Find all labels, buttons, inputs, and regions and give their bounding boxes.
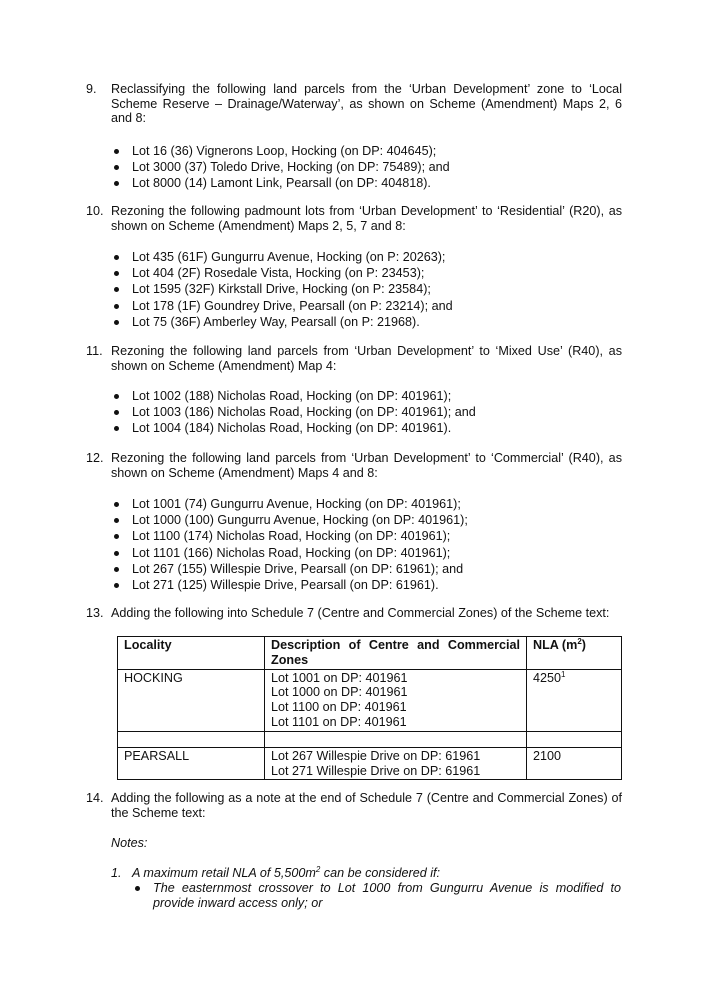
list-item: Lot 1595 (32F) Kirkstall Drive, Hocking (on P: 23584); bbox=[111, 282, 621, 298]
item-number: 14. bbox=[86, 791, 104, 805]
nla-value: 2100 bbox=[533, 748, 562, 763]
lot-line: Lot 1000 on DP: 401961 bbox=[271, 685, 408, 700]
header-nla-superscript: 2 bbox=[577, 636, 582, 646]
note-superscript: 2 bbox=[315, 864, 321, 874]
list-item: Lot 1000 (100) Gungurru Avenue, Hocking (on DP: 401961); bbox=[111, 513, 621, 529]
item-text: Adding the following into Schedule 7 (Centre and Commercial Zones) of the Scheme text: bbox=[111, 606, 610, 620]
item-number: 10. bbox=[86, 204, 104, 218]
list-item: Lot 1001 (74) Gungurru Avenue, Hocking (on DP: 401961); bbox=[111, 497, 621, 513]
item-11-bullet-list bbox=[111, 389, 621, 438]
header-nla-suffix: ) bbox=[581, 638, 586, 652]
list-item: Lot 267 (155) Willespie Drive, Pearsall (on DP: 61961); and bbox=[111, 562, 621, 578]
list-item: Lot 1003 (186) Nicholas Road, Hocking (on DP: 401961); and bbox=[111, 405, 621, 421]
note-text-suffix: can be considered if: bbox=[320, 866, 441, 880]
list-item: Lot 271 (125) Willespie Drive, Pearsall (on DP: 61961). bbox=[111, 578, 621, 594]
item-text: Rezoning the following land parcels from ‘Urban Development’ to ‘Commercial’ (R40), as shown on Scheme (Amendment) Maps 4 and 8: bbox=[111, 451, 622, 480]
item-number: 9. bbox=[86, 82, 97, 96]
note-1 bbox=[111, 866, 621, 881]
cell-description bbox=[265, 669, 527, 731]
header-description: Description of Centre and Commercial Zones bbox=[265, 637, 527, 670]
cell-locality: HOCKING bbox=[118, 669, 265, 731]
cell-nla bbox=[527, 747, 622, 780]
cell-locality: PEARSALL bbox=[118, 747, 265, 780]
cell-nla bbox=[527, 669, 622, 731]
list-item: Lot 1004 (184) Nicholas Road, Hocking (on DP: 401961). bbox=[111, 421, 621, 437]
item-12-bullet-list bbox=[111, 497, 621, 594]
item-number: 12. bbox=[86, 451, 104, 465]
note-number: 1. bbox=[111, 866, 122, 880]
header-locality: Locality bbox=[118, 637, 265, 670]
lot-line: Lot 1100 on DP: 401961 bbox=[271, 700, 407, 715]
note-1-bullet-list bbox=[111, 881, 621, 910]
lot-line: Lot 267 Willespie Drive on DP: 61961 bbox=[271, 748, 481, 763]
note-text-prefix: A maximum retail NLA of 5,500m bbox=[132, 866, 316, 880]
table-row bbox=[118, 669, 622, 731]
list-item: Lot 435 (61F) Gungurru Avenue, Hocking (on P: 20263); bbox=[111, 250, 621, 266]
cell-description bbox=[265, 747, 527, 780]
table-header-row bbox=[118, 637, 622, 670]
item-11 bbox=[86, 344, 622, 373]
header-nla bbox=[527, 637, 622, 670]
item-number: 13. bbox=[86, 606, 104, 620]
item-text: Rezoning the following land parcels from ‘Urban Development’ to ‘Mixed Use’ (R40), as shown on Scheme (Amendment) Map 4: bbox=[111, 344, 622, 373]
list-item: Lot 178 (1F) Goundrey Drive, Pearsall (on P: 23214); and bbox=[111, 299, 621, 315]
item-13 bbox=[86, 606, 622, 621]
list-item: Lot 1101 (166) Nicholas Road, Hocking (on DP: 401961); bbox=[111, 546, 621, 562]
list-item: Lot 1100 (174) Nicholas Road, Hocking (on DP: 401961); bbox=[111, 529, 621, 545]
list-item: Lot 75 (36F) Amberley Way, Pearsall (on P: 21968). bbox=[111, 315, 621, 331]
item-text: Rezoning the following padmount lots from ‘Urban Development’ to ‘Residential’ (R20), as shown on Scheme (Amendment) Maps 2, 5, 7 and 8: bbox=[111, 204, 622, 233]
item-10 bbox=[86, 204, 622, 233]
list-item: The easternmost crossover to Lot 1000 from Gungurru Avenue is modified to provide inward access only; or bbox=[111, 881, 621, 910]
lot-line: Lot 271 Willespie Drive on DP: 61961 bbox=[271, 763, 481, 778]
item-number: 11. bbox=[86, 344, 103, 358]
nla-value: 4250 bbox=[533, 670, 562, 685]
item-10-bullet-list bbox=[111, 250, 621, 331]
note-text bbox=[132, 866, 621, 881]
item-text: Adding the following as a note at the end of Schedule 7 (Centre and Commercial Zones) of the Scheme text: bbox=[111, 791, 622, 820]
notes-heading: Notes: bbox=[111, 836, 148, 850]
item-12 bbox=[86, 451, 622, 480]
table-row bbox=[118, 747, 622, 780]
list-item: Lot 404 (2F) Rosedale Vista, Hocking (on P: 23453); bbox=[111, 266, 621, 282]
item-9-bullet-list bbox=[111, 144, 621, 193]
item-text: Reclassifying the following land parcels from the ‘Urban Development’ zone to ‘Local Scheme Reserve – Drainage/Waterway’, as shown on Scheme (Amendment) Maps 2, 6 and 8: bbox=[111, 82, 622, 126]
list-item: Lot 8000 (14) Lamont Link, Pearsall (on DP: 404818). bbox=[111, 176, 621, 192]
list-item: Lot 3000 (37) Toledo Drive, Hocking (on DP: 75489); and bbox=[111, 160, 621, 176]
schedule-7-table bbox=[117, 636, 622, 780]
list-item: Lot 1002 (188) Nicholas Road, Hocking (on DP: 401961); bbox=[111, 389, 621, 405]
item-9 bbox=[86, 82, 622, 126]
list-item: Lot 16 (36) Vignerons Loop, Hocking (on DP: 404645); bbox=[111, 144, 621, 160]
lot-line: Lot 1101 on DP: 401961 bbox=[271, 714, 407, 729]
lot-line: Lot 1001 on DP: 401961 bbox=[271, 670, 408, 685]
item-14 bbox=[86, 791, 622, 820]
nla-footnote-ref: 1 bbox=[561, 669, 566, 679]
header-nla-text: NLA (m bbox=[533, 638, 578, 652]
table-row-spacer bbox=[118, 731, 622, 747]
